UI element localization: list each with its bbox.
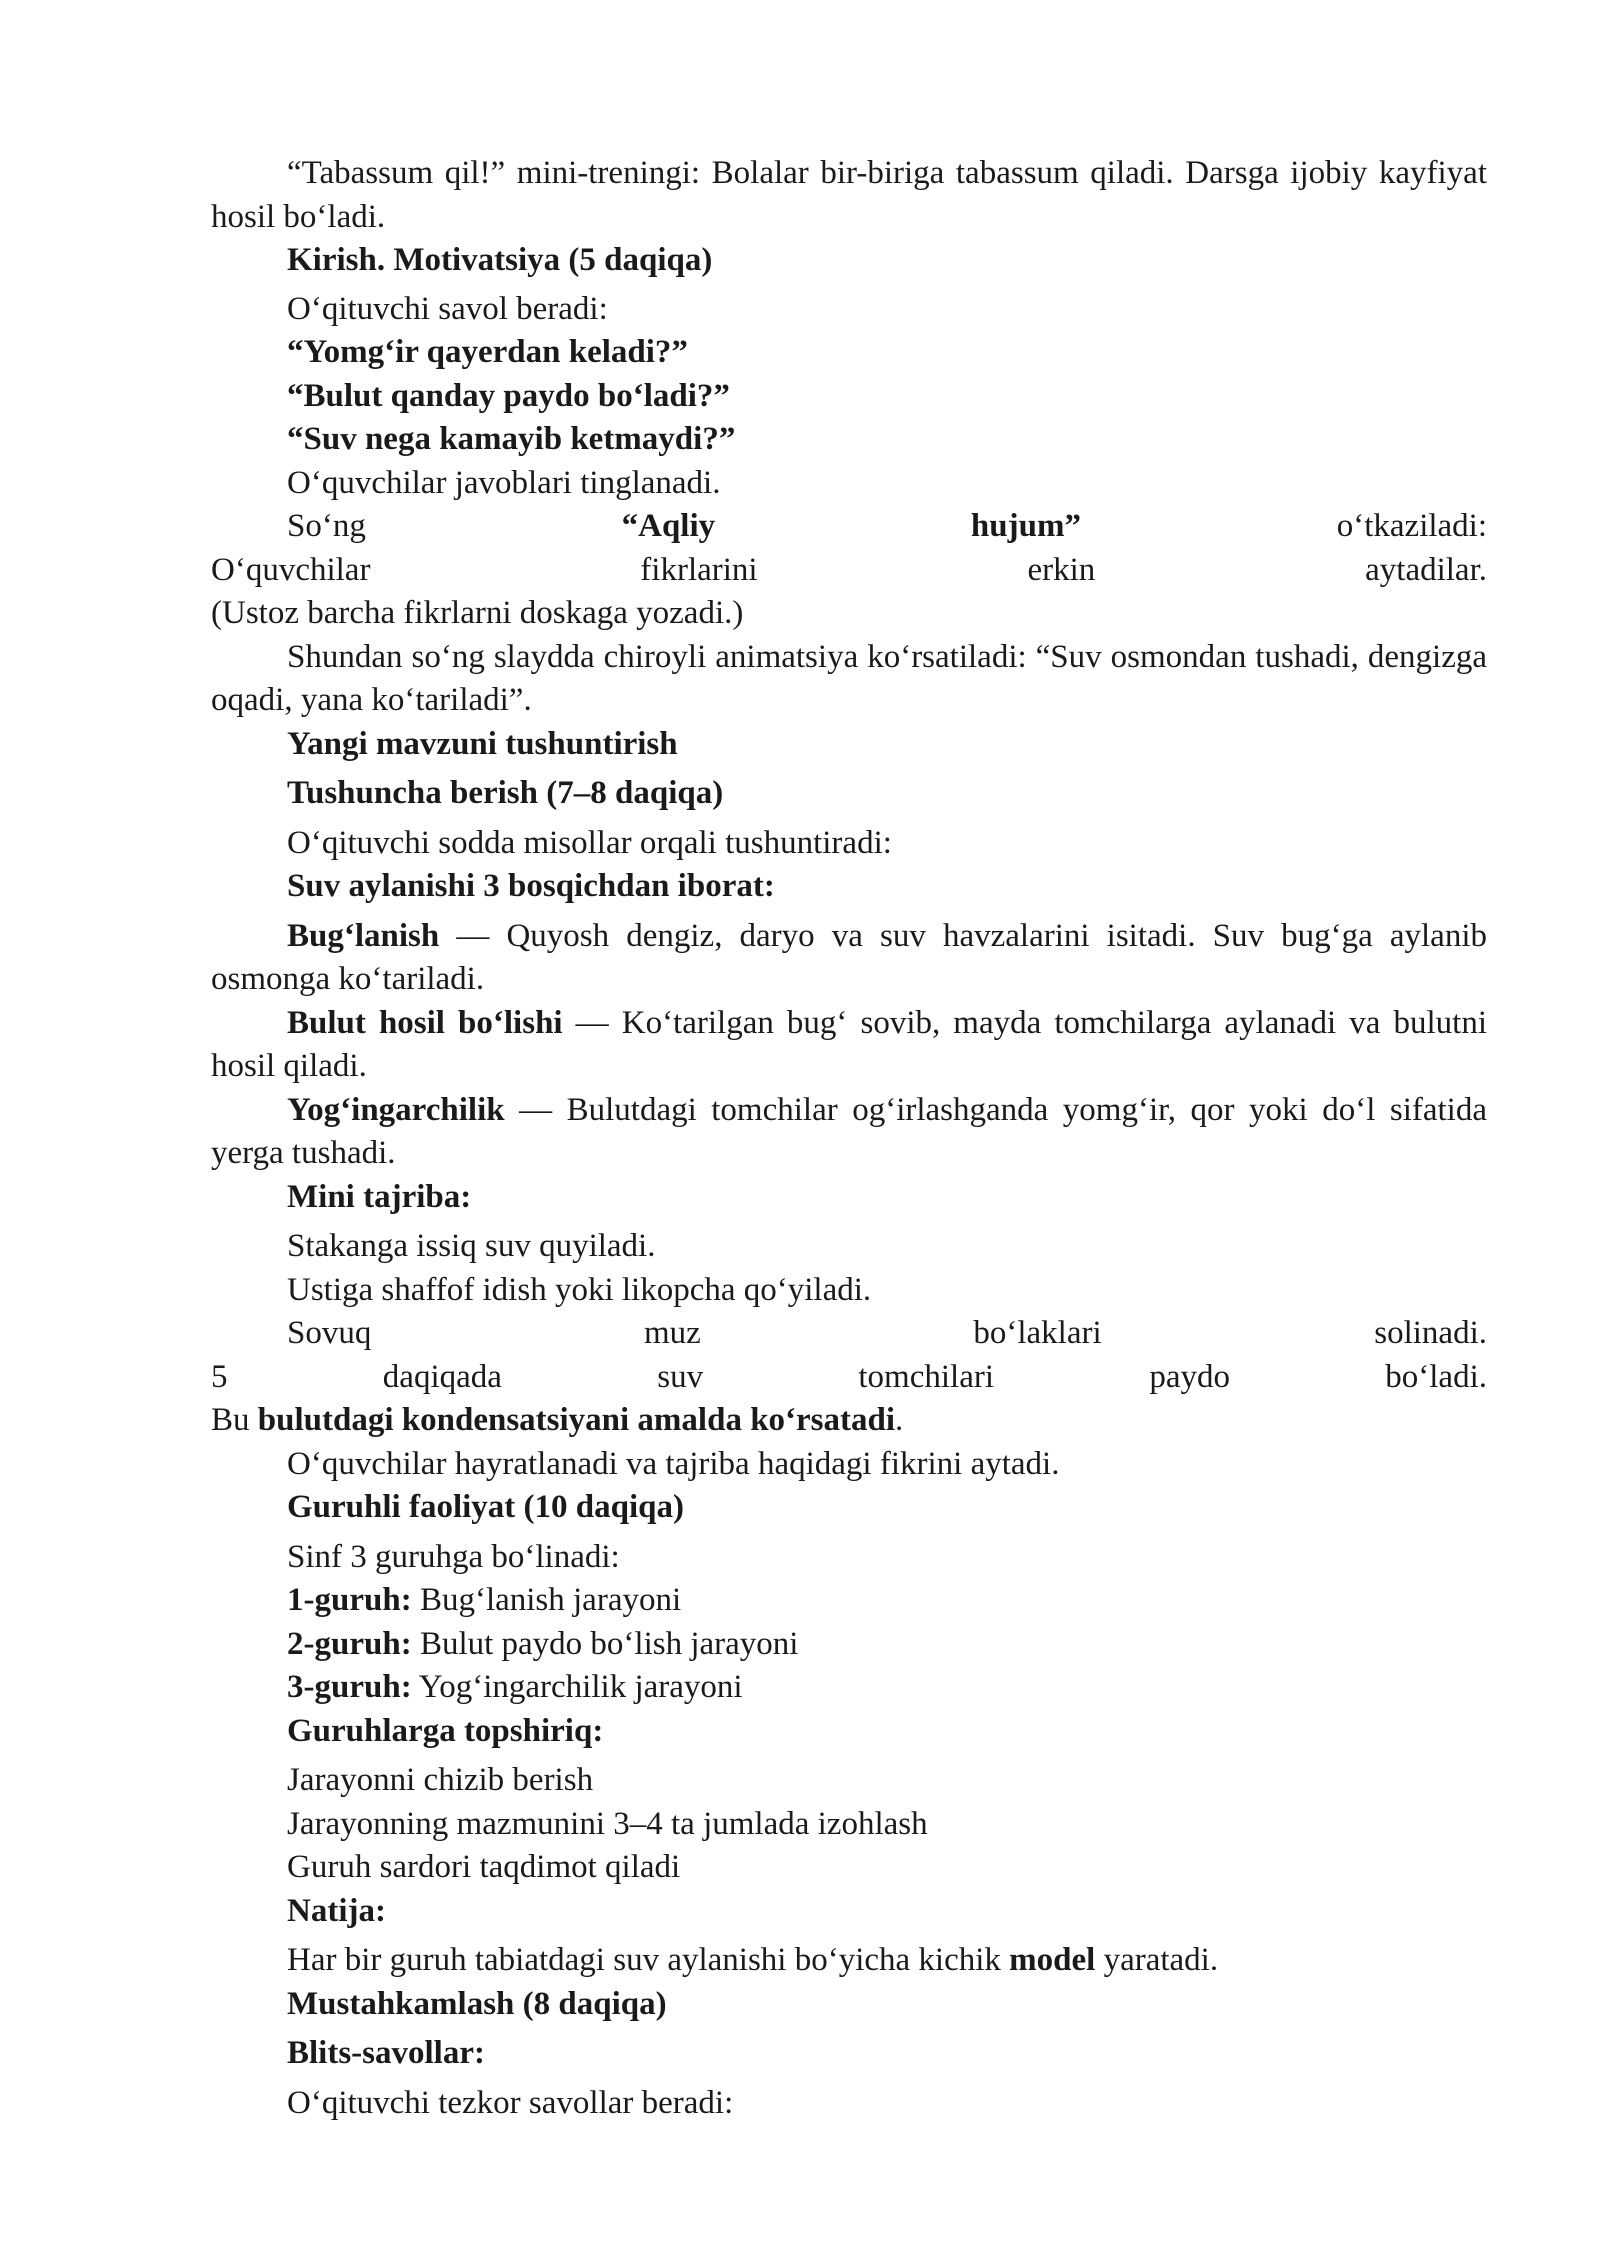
natija-post: yaratadi. (1095, 1942, 1219, 1978)
stage-desc: — Ko‘tarilgan bug‘ sovib, mayda tomchilarga aylanadi va bulutni hosil qiladi. (211, 1004, 1487, 1084)
result-pre: Bu (211, 1402, 258, 1438)
natija-bold: model (1009, 1942, 1096, 1978)
group-label: 1-guruh: (287, 1582, 412, 1618)
natija-pre: Har bir guruh tabiatdagi suv aylanishi bo‘yicha kichik (287, 1942, 1010, 1978)
document-page (211, 152, 1487, 2125)
blits-intro: O‘qituvchi tezkor savollar beradi: (287, 2084, 734, 2121)
kirish-question-2: “Bulut qanday paydo bo‘ladi?” (287, 377, 730, 414)
group-task: Bug‘lanish jarayoni (411, 1582, 682, 1618)
task-1: Jarayonni chizib berish (287, 1762, 594, 1798)
yangi-intro: O‘qituvchi sodda misollar orqali tushuntiradi: (287, 824, 892, 861)
tajriba-line-1: Stakanga issiq suv quyiladi. (287, 1228, 656, 1264)
kirish-listen: O‘quvchilar javoblari tinglanadi. (287, 464, 721, 501)
tabassum-paragraph: “Tabassum qil!” mini-treningi: Bolalar bir-biriga tabassum qiladi. Darsga ijobiy kayfiyat hosil bo‘ladi. (211, 155, 1487, 235)
kirish-heading: Kirish. Motivatsiya (5 daqiqa) (287, 242, 713, 278)
stage-term: Bulut hosil bo‘lishi (287, 1004, 563, 1041)
aqliy-line-2: O‘quvchilar fikrlarini erkin aytadilar. (211, 551, 1487, 588)
slide-paragraph: Shundan so‘ng slaydda chiroyli animatsiya ko‘rsatiladi: “Suv osmondan tushadi, dengizga oqadi, yana ko‘tariladi”. (211, 638, 1487, 718)
group-label: 2-guruh: (287, 1625, 412, 1662)
group-task: Bulut paydo bo‘lish jarayoni (411, 1625, 799, 1662)
guruh-heading: Guruhli faoliyat (10 daqiqa) (287, 1489, 684, 1525)
yangi-heading: Yangi mavzuni tushuntirish (287, 725, 678, 762)
stage-yogingarchilik (211, 1089, 1487, 1176)
stage-term: Yog‘ingarchilik (287, 1091, 505, 1128)
tajriba-reaction: O‘quvchilar hayratlanadi va tajriba haqidagi fikrini aytadi. (287, 1445, 1060, 1482)
stage-desc: — Bulutdagi tomchilar og‘irlashganda yomg‘ir, qor yoki do‘l sifatida yerga tushadi. (211, 1091, 1487, 1171)
tushuncha-heading: Tushuncha berish (7–8 daqiqa) (287, 775, 724, 811)
kirish-question-3: “Suv nega kamayib ketmaydi?” (287, 421, 736, 457)
natija-heading: Natija: (287, 1892, 386, 1929)
guruh-intro: Sinf 3 guruhga bo‘linadi: (287, 1538, 620, 1575)
aqliy-hujum-line (211, 505, 1487, 549)
kirish-intro: O‘qituvchi savol beradi: (287, 290, 608, 327)
group-3 (211, 1666, 1487, 1710)
stage-buglanish (211, 915, 1487, 1002)
aqliy-post: o‘tkaziladi: (1080, 508, 1488, 544)
result-post: . (895, 1402, 904, 1438)
task-2: Jarayonning mazmunini 3–4 ta jumlada izohlash (287, 1805, 928, 1842)
result-bold: bulutdagi kondensatsiyani amalda ko‘rsatadi (257, 1402, 896, 1438)
stage-desc: — Quyosh dengiz, daryo va suv havzalarini isitadi. Suv bug‘ga aylanib osmonga ko‘tariladi. (211, 917, 1487, 997)
tajriba-line-2: Ustiga shaffof idish yoki likopcha qo‘yiladi. (287, 1271, 872, 1308)
task-3: Guruh sardori taqdimot qiladi (287, 1849, 681, 1885)
tajriba-result (211, 1399, 1487, 1443)
group-2 (211, 1623, 1487, 1667)
tajriba-line-3: Sovuq muz bo‘laklari solinadi. (287, 1315, 1487, 1351)
stage-term: Bug‘lanish (287, 917, 440, 954)
stages-title: Suv aylanishi 3 bosqichdan iborat: (287, 868, 775, 904)
group-task: Yog‘ingarchilik jarayoni (411, 1669, 743, 1705)
aqliy-bold: “Aqliy hujum” (621, 508, 1081, 544)
mustahkamlash-heading: Mustahkamlash (8 daqiqa) (287, 1985, 667, 2022)
tasks-heading: Guruhlarga topshiriq: (287, 1712, 604, 1749)
blits-heading: Blits-savollar: (287, 2035, 485, 2071)
tajriba-heading: Mini tajriba: (287, 1178, 472, 1215)
aqliy-pre: So‘ng (287, 508, 622, 544)
stage-bulut (211, 1002, 1487, 1089)
natija-paragraph (211, 1939, 1487, 1983)
tajriba-line-4: 5 daqiqada suv tomchilari paydo bo‘ladi. (211, 1358, 1487, 1395)
aqliy-line-3: (Ustoz barcha fikrlarni doskaga yozadi.) (211, 595, 744, 631)
group-label: 3-guruh: (287, 1669, 412, 1705)
kirish-question-1: “Yomg‘ir qayerdan keladi?” (287, 334, 688, 370)
group-1 (211, 1579, 1487, 1623)
